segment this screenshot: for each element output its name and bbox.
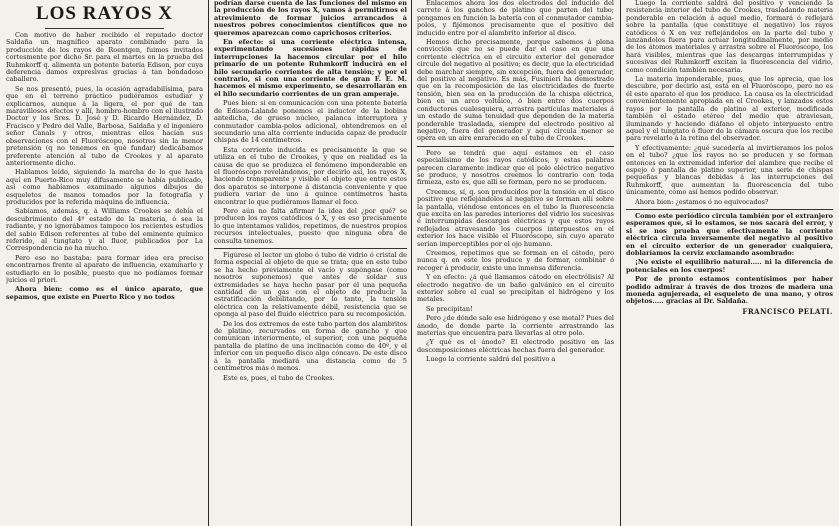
paragraph-bold: ¡No existe el equilibrio natural..... ni la diferencia de potenciales en los cuerpos! [626, 258, 833, 274]
paragraph: Luego la corriente saldrá del positivo a [426, 355, 556, 364]
column-rule [620, 0, 621, 526]
paragraph-bold: Ahora bien: como es el único aparato, que sepamos, que existe en Puerto Rico y no todos [6, 285, 203, 301]
paragraph: Pero ¿de dónde sale ese hidrógeno y ese metal? Pues del ánodo, de donde parte la corriente arrastrando las materias que encuentra para llevarlas al otro polo. [417, 314, 614, 338]
paragraph: Se nos presentó, pues, la ocasión agradabilísima, para que en el terreno práctico pudiéramos estudiar y explicarnos, aunque á la ligera, el por qué de tan maravillosos efectos y allí, hombro-hombro con el ilustrado Doctor y los Sres. D. José y D. Ricardo Hernández, D. Fracisco y Pedro del Valle, Barbosa, Saldaña y el ingeniero señor Canals y otros, mientras ellos hacían sus observaciones con el Fluoróscopo, nosotros sin la menor pretensión (q no tenemos en qué fundar) dedicábamos preferente atención al tubo de Crookes y al aparato anteriormente dicho. [6, 84, 203, 167]
paragraph-bold: podrían darse cuenta de las funciones del mismo en la producción de los rayos X, vamos á permitirnos el atrevimiento de formar juicios arrancados á nuestros pobres conocimientos científicos que no queremos aparezcan como caprichosos criterios. [214, 0, 407, 37]
paragraph: Pero se tendrá que aquí estamos en el caso especialísimo de los rayos catódicos, y estas palabras parecen claramente indicar que el polo eléctrico negativo se produce, y nosotros creemos lo contrario con toda firmeza, esto es, que allí se forman, pero no se producen. [417, 148, 614, 187]
paragraph: Enlacemos ahora los dos electrodos del inducido del carrete á los ganchos de platino que parten del tubo; pongamos en función la batería con el conmutador cambia-polos, y fijémonos precisamente que el positivo del inducido entre por el alambrito inferior al disco. [417, 0, 614, 37]
paragraph-bold: Como este periódico circula también por el extranjero esperamos que, si lo estamos, se nos sacará del error, y si se nos prueba que efectivamente la corriente eléctrica circula inversamente del negativo al positivo en el circuito exterior de un generador cualquiera, doblaríamos la cerviz exclamando asombrado: [626, 211, 833, 257]
article-title: LOS RAYOS X [35, 3, 173, 24]
title-underline [45, 28, 163, 29]
paragraph: Pero aún no falta afirmar la idea del ¿por qué? se producen los rayos catódicos ó X, y es eso precisamente lo que intentamos validos, repetimos, de nuestros propios recursos intelectuales, puesto que ninguna obra de consulta tenemos. [214, 206, 407, 245]
paragraph: De los dos extremos de este tubo parten dos alambritos de platino, recurvados en forma de gancho y que comunican interiormente, el superior, con una pequeña pantalla de platino de una inclinación como de 40º, y el inferior con un pequeño disco algo cóncavo. De este disco á la pantalla mediará una distancia como de 5 centímetros más ó menos. [214, 319, 407, 373]
column-rule [411, 0, 412, 526]
paragraph: Figúrese el lector un globo ó tubo de vidrio ó cristal de forma especial al objeto de que se trata; que en este tubo se ha hecho previamente el vacío y supóngase (como nosotros suponemos) que antes de soldar sus extremidades se haya hecho pasar por él una pequeña cantidad de un gas con el objeto de producir la estratificación debilitando, por lo tanto, la tensión eléctrica con la relativamente débil, resistencia que se oponga al paso del fluido eléctrico para su recomposición. [214, 251, 407, 319]
section-divider [214, 248, 407, 249]
paragraph-bold: Por de pronto estamos contentísimos por haber podido admirar á través de dos trozos de madera una moneda agujereada, el esqueleto de una mano, y otros objetos..... gracias al Dr. Saldaña. [626, 275, 833, 306]
section-divider [417, 146, 614, 147]
column-2 [214, 0, 407, 526]
paragraph: Con motivo de haber recibido el reputado doctor Saldaña un magnífico aparato combinado para la producción de los rayos de Roentgen, fuimos invitados cortesmente por dicho Sr. para el martes en la prueba del Ruhmkorff q. alimenta un potente batería Edison, por cuya deferencia damos expresivas gracias á tan bondadoso caballero. [6, 31, 203, 84]
paragraph: La materia imponderable, pues, que los aprecia, que los descubre, por decirlo así, está en el Fluoróscopo, pero no es él este aparato el que los produce. La causa es la electricidad convenientemente apropiada en el Crookes, y lanzados estos rayos por la pantalla de platino al exterior, modificada también el estado etéreo del medio que atraviesan, iluminando y haciendo diáfano el objeto interpuesto entre aquel y el tungtato ó fluor de la cámara oscura que los recibe para revelarlo á la retina del observador. [626, 75, 833, 143]
column-1 [6, 0, 203, 526]
paragraph-bold: En efecto: si una corriente eléctrica intensa, experimentando sucesiones rápidas de interrupciones la hacemos circular por el hilo primario de un potente Ruhmkorff inducirá en el hilo secundario corrientes de alta tensión; y por el contrario, si con una corriente de gran F. E. M. hacemos el mismo experimento, se desarrollarán en el hilo secundario corrientes de un gran amperaje. [214, 38, 407, 98]
paragraph: Se precipitan! [426, 304, 473, 313]
paragraph: Hemos dicho precisamente, porque sabemos á plena convicción que no se puede dar el caso en que una corriente eléctrica en el circuito exterior del generador circule del negativo al positivo; es decir, que la electricidad debe marchar siempre, sin excepción, fuera del generador, del positivo al negativo. Es más, Fusinieri ha demostrado que en la recomposición de las electricidades de fuerte tensión, bien sea en la producción de la chispa eléctrica, bien en un arco voltáico, ó bien entre dos cuerpos conductores cualesquiera, arrastra partículas materiales á un estado de suma tenuidad que dependen de la materia ponderable trasladada, siempre del electrodo positivo al negativo, fuera del generador y aquí circula menor se opera en un aire enrarecido en el tubo de Crookes. [417, 38, 614, 143]
paragraph: Luego la corriente saldrá del positivo y venciendo la resistencia interior del tubo de Crookes, trasladando materia ponderable en relación á aquel medio, formará ó reflejará sobre la pantalla (que constituye el negativo) los rayos catódicos ó X en vez reflejándolos en la parte del tubo y lanzándolos fuera para actuar longitudinalmente, por medio de los átomos materiales y arrastra sobre el Fluoróscopo, los hará visibles, mientras que las descargas interrumpidas y sucesivas del Ruhmkorff excitan la fluorescencia del vidrio, como condición también necesaria. [626, 0, 833, 74]
paragraph: Ahora bien: ¿estamos ó no equivocados? [635, 197, 769, 206]
column-4 [626, 0, 833, 526]
paragraph: Esta corriente inducida es precisamente la que se utiliza en el tubo de Crookes, y que en realidad es la causa de que se produzca el fenómeno imponderable en el fluoróscopo revelándonos, por decirlo así, los rayos X, haciendo transparente y visible el objeto que entre estos dos aparatos se interpone á distancia conveniente y que pudiera variar de uno á quince centímetros hasta encontrar lo que pudiéramos llamar el foco. [214, 145, 407, 206]
paragraph: Creemos, sí, q. son producidos por la tensión en el disco positivo que reflejándolos al negativo se forman allí sobre la pantalla, viéndose entonces en el tubo la fluorescencia que excita en las paredes interiores del vidrio los sucesivas é interrumpidas descargas eléctricas y que estos rayos reflejados atravesando los cuerpos interpuestos en el exterior los hace visible el Fluoróscopo, sin cuyo aparato serían imperceptibles por el ojo humano. [417, 187, 614, 248]
author-signature: FRANCISCO PELATI. [742, 306, 833, 316]
paragraph: Este es, pues, el tubo de Crookes. [223, 373, 335, 382]
column-3 [417, 0, 614, 526]
column-rule [208, 0, 209, 526]
paragraph: Sabíamos, además, q. á Williams Crookes se debía el descubrimiento del 4º estado de la materia, ó sea la radiante, y no ignorábamos tampoco los recientes estudios del sabio Edison referentes al tubo del eminente químico referido, al tungtato y al fluor, publicados por La Correspondencia no ha mucho. [6, 207, 203, 253]
paragraph: ¿Y qué es el ánodo? El electrodo positivo en las descomposiciones eléctricas hechas fuera del generador. [417, 338, 614, 354]
paragraph: Pero eso no bastaba: para formar idea era preciso encontrarnos frente al aparato de influencia, examinarlo y estudiarlo en lo posible, puesto que no podíamos formar juicios el priori. [6, 253, 203, 284]
paragraph: Pues bien: si en comunicación con una potente batería de Edison-Lalande ponemos el inductor de la bobina antedicha, de grueso núcleo, palanca interruptora y conmutador cambia-polos adicional, obtendremos en el secundario una alta corriente inducida capaz de producir chispas de 14 centímetros. [214, 99, 407, 145]
paragraph: Y efectivamente: ¿qué sucedería al invirtieramos los polos en el tubo? ¿que los rayos no se producen y se forman entonces en la extremidad inferior del alambre que recibe el espejo ó pantalla de platino superior, una serie de chispas pequeñas y blancas debidas á las interrupciones del Ruhmkorff, que aumentan la fluorescencia del tubo únicamente, como así hemos podido observar. [626, 143, 833, 197]
paragraph: Hablamos leído, siguiendo la marcha de lo que hasta aquí en Puerto-Rico muy difusamente se había publicado, así como habíamos examinado algunos dibujos de esqueletos de manos tomados por la fotografía y producidos por la referida máquina de influencia. [6, 168, 203, 206]
paragraph: Y en efecto: ¿á qué llamamos cátodo en electrólisis? Al electrodo negativo de un baño galvánico en el circuito exterior sobre el cual se precipitan el hidrógeno y los metales. [417, 273, 614, 304]
paragraph: Creemos, repetimos que se forman en el cátodo, pero nunca q. en este los produce y de formar, combinar ó recoger á producir, existe una inmensa diferencia. [417, 249, 614, 272]
section-divider [626, 209, 833, 210]
